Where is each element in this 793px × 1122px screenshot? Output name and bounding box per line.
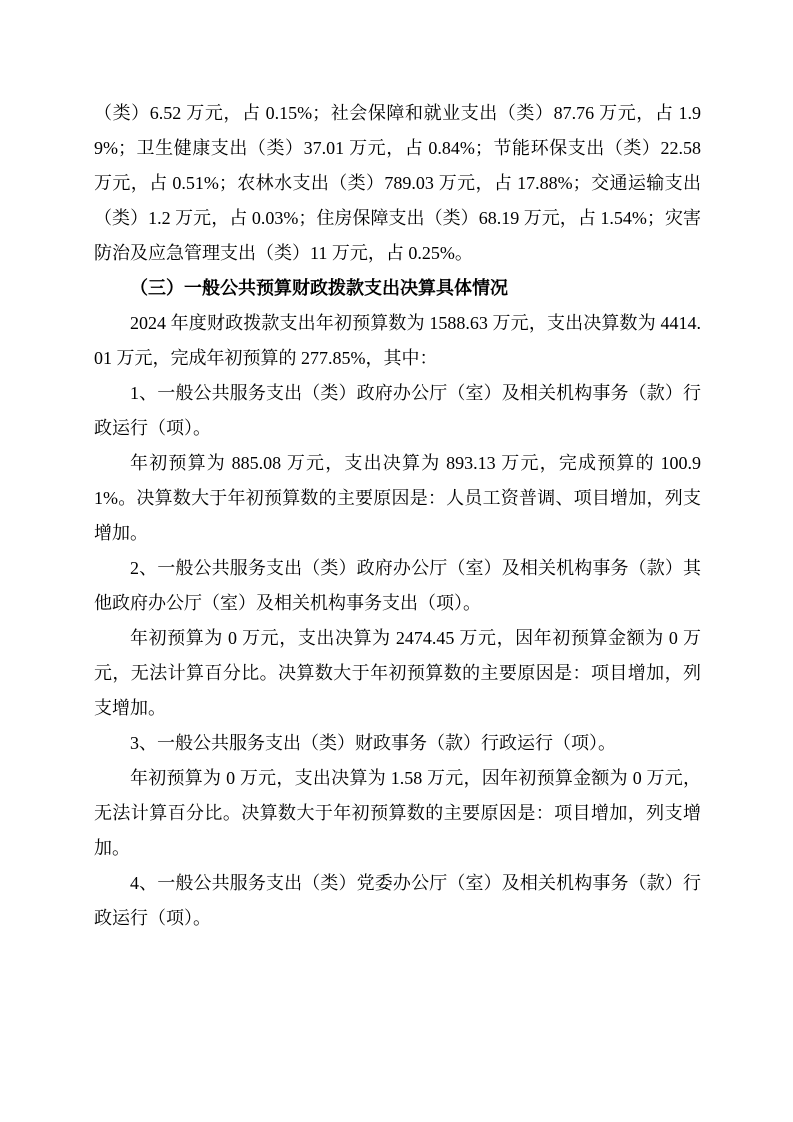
para-item-3-detail: 年初预算为 0 万元，支出决算为 1.58 万元，因年初预算金额为 0 万元，无法计算百分比。决算数大于年初预算数的主要原因是：项目增加，列支增加。: [94, 768, 701, 858]
section-heading: （三）一般公共预算财政拨款支出决算具体情况: [130, 278, 508, 298]
para-item-2-title: 2、一般公共服务支出（类）政府办公厅（室）及相关机构事务（款）其他政府办公厅（室）及相关机构事务支出（项）。: [94, 558, 701, 613]
para-item-1-detail: 年初预算为 885.08 万元，支出决算为 893.13 万元，完成预算的 100.91%。决算数大于年初预算数的主要原因是：人员工资普调、项目增加，列支增加。: [94, 453, 701, 543]
para-expenditure-breakdown-continued: （类）6.52 万元，占 0.15%；社会保障和就业支出（类）87.76 万元，占 1.99%；卫生健康支出（类）37.01 万元，占 0.84%；节能环保支出（类）22.58 万元，占 0.51%；农林水支出（类）789.03 万元，占 17.88%；交通运输支出（类）1.2 万元，占 0.03%；住房保障支出（类）68.19 万元，占 1.54%；灾害防治及应急管理支出（类）11 万元，占 0.25%。: [94, 103, 701, 263]
para-item-2-detail: 年初预算为 0 万元，支出决算为 2474.45 万元，因年初预算金额为 0 万元，无法计算百分比。决算数大于年初预算数的主要原因是：项目增加，列支增加。: [94, 628, 701, 718]
para-item-4-title: 4、一般公共服务支出（类）党委办公厅（室）及相关机构事务（款）行政运行（项）。: [94, 873, 701, 928]
para-budget-overview: 2024 年度财政拨款支出年初预算数为 1588.63 万元，支出决算数为 4414.01 万元，完成年初预算的 277.85%，其中：: [94, 313, 701, 368]
para-item-1-title: 1、一般公共服务支出（类）政府办公厅（室）及相关机构事务（款）行政运行（项）。: [94, 383, 701, 438]
para-item-3-title: 3、一般公共服务支出（类）财政事务（款）行政运行（项）。: [130, 733, 616, 753]
